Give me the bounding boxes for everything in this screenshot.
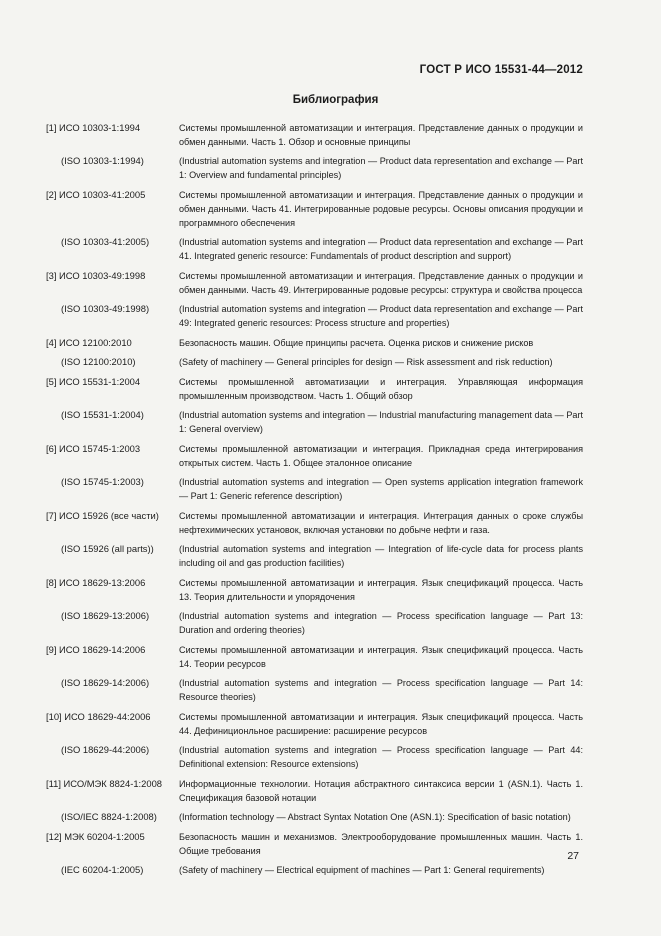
reference-title: Системы промышленной автоматизации и интеграция. Язык спецификаций процесса. Часть 13. Теория длительности и упорядочения [179,578,583,602]
bibliography-entry-en [46,408,583,436]
reference-id: (ISO 18629-13:2006) [61,610,150,621]
reference-title: (Industrial automation systems and integration — Product data representation and exchange — Part 1: Overview and fundamental principles) [179,156,583,180]
reference-title: (Industrial automation systems and integration — Process specification language — Part 13: Duration and ordering theories) [179,611,583,635]
bibliography-entry-ru [46,509,583,537]
bibliography-entry-en [46,542,583,570]
reference-id: (IEC 60204-1:2005) [61,864,144,875]
reference-title: Безопасность машин и механизмов. Электрооборудование промышленных машин. Часть 1. Общие требования [179,832,583,856]
bibliography-entry-en [46,475,583,503]
reference-id: [2] ИСО 10303-41:2005 [46,189,146,200]
bibliography-entry-ru [46,643,583,671]
reference-id: [7] ИСО 15926 (все части) [46,510,159,521]
bibliography-entry-ru [46,576,583,604]
reference-id: [9] ИСО 18629-14:2006 [46,644,146,655]
bibliography-entry-ru [46,830,583,858]
bibliography-entry-en [46,154,583,182]
reference-id: (ISO 12100:2010) [61,356,136,367]
bibliography-entry-ru [46,442,583,470]
reference-id: [1] ИСО 10303-1:1994 [46,122,141,133]
bibliography-entry-en [46,235,583,263]
bibliography-entry-en [46,676,583,704]
reference-id: [11] ИСО/МЭК 8824-1:2008 [46,778,163,789]
reference-title: Системы промышленной автоматизации и интеграция. Управляющая информация промышленным производством. Часть 1. Общий обзор [179,377,583,401]
reference-title: Безопасность машин. Общие принципы расчета. Оценка рисков и снижение рисков [179,338,534,348]
page-number: 27 [567,850,579,862]
bibliography-entry-ru [46,188,583,230]
reference-title: Системы промышленной автоматизации и интеграция. Язык спецификаций процесса. Часть 14. Теории ресурсов [179,645,583,669]
reference-title: (Safety of machinery — Electrical equipment of machines — Part 1: General requirements) [179,865,545,875]
reference-id: [8] ИСО 18629-13:2006 [46,577,146,588]
bibliography-entry-ru [46,269,583,297]
bibliography-entry-ru [46,336,583,350]
reference-title: Системы промышленной автоматизации и интеграция. Интеграция данных о сроке службы нефтехимических установок, включая установки по добыче нефти и газа. [179,511,583,535]
reference-id: (ISO/IEC 8824-1:2008) [61,811,157,822]
reference-id: (ISO 15745-1:2003) [61,476,144,487]
page-title: Библиография [292,94,379,106]
reference-title: (Information technology — Abstract Syntax Notation One (ASN.1): Specification of basic notation) [179,812,571,822]
reference-title: (Industrial automation systems and integration — Process specification language — Part 44: Definitional extension: Resource extensions) [179,745,583,769]
bibliography-entry-en [46,355,583,369]
bibliography-entry-ru [46,375,583,403]
reference-id: (ISO 18629-44:2006) [61,744,150,755]
bibliography-entry-ru [46,121,583,149]
reference-id: [12] МЭК 60204-1:2005 [46,831,145,842]
reference-id: [3] ИСО 10303-49:1998 [46,270,146,281]
reference-title: (Industrial automation systems and integration — Integration of life-cycle data for process plants including oil and gas production facilities) [179,544,583,568]
reference-id: (ISO 10303-49:1998) [61,303,150,314]
reference-id: [10] ИСО 18629-44:2006 [46,711,151,722]
reference-id: [6] ИСО 15745-1:2003 [46,443,141,454]
bibliography-entry-ru [46,777,583,805]
reference-id: (ISO 18629-14:2006) [61,677,150,688]
reference-id: (ISO 15531-1:2004) [61,409,144,420]
bibliography-entry-ru [46,710,583,738]
reference-title: Системы промышленной автоматизации и интеграция. Представление данных о продукции и обмен данными. Часть 1. Обзор и основные принципы [179,123,583,147]
reference-id: (ISO 15926 (all parts)) [61,543,154,554]
reference-title: Системы промышленной автоматизации и интеграция. Представление данных о продукции и обмен данными. Часть 49. Интегрированные родовые ресурсы: структура и свойства процесса [179,271,583,295]
reference-title: Системы промышленной автоматизации и интеграция. Прикладная среда интегрирования открытых систем. Часть 1. Общее эталонное описание [179,444,583,468]
reference-title: (Safety of machinery — General principles for design — Risk assessment and risk reduction) [179,357,553,367]
bibliography-list [46,121,583,883]
reference-id: [4] ИСО 12100:2010 [46,337,132,348]
bibliography-entry-en [46,810,583,824]
reference-title: (Industrial automation systems and integration — Open systems application integration framework — Part 1: Generic reference description) [179,477,583,501]
bibliography-entry-en [46,609,583,637]
bibliography-entry-en [46,863,583,877]
reference-id: (ISO 10303-41:2005) [61,236,150,247]
bibliography-entry-en [46,302,583,330]
reference-title: (Industrial automation systems and integration — Product data representation and exchange — Part 49: Integrated generic resources: Process structure and properties) [179,304,583,328]
reference-title: Информационные технологии. Нотация абстрактного синтаксиса версии 1 (ASN.1). Часть 1. Спецификация базовой нотации [179,779,583,803]
reference-title: Системы промышленной автоматизации и интеграция. Представление данных о продукции и обмен данными. Часть 41. Интегрированные родовые ресурсы. Основы описания продукции и программного обеспечения [179,190,583,228]
reference-title: Системы промышленной автоматизации и интеграция. Язык спецификаций процесса. Часть 44. Дефиниционльное расширение: расширение ресурсов [179,712,583,736]
reference-title: (Industrial automation systems and integration — Process specification language — Part 14: Resource theories) [179,678,583,702]
reference-title: (Industrial automation systems and integration — Product data representation and exchange — Part 41. Integrated generic resource: Fundamentals of product description and support) [179,237,583,261]
reference-id: [5] ИСО 15531-1:2004 [46,376,141,387]
standard-header: ГОСТ Р ИСО 15531-44—2012 [419,64,583,76]
reference-id: (ISO 10303-1:1994) [61,155,144,166]
bibliography-entry-en [46,743,583,771]
reference-title: (Industrial automation systems and integration — Industrial manufacturing management data — Part 1: General overview) [179,410,583,434]
